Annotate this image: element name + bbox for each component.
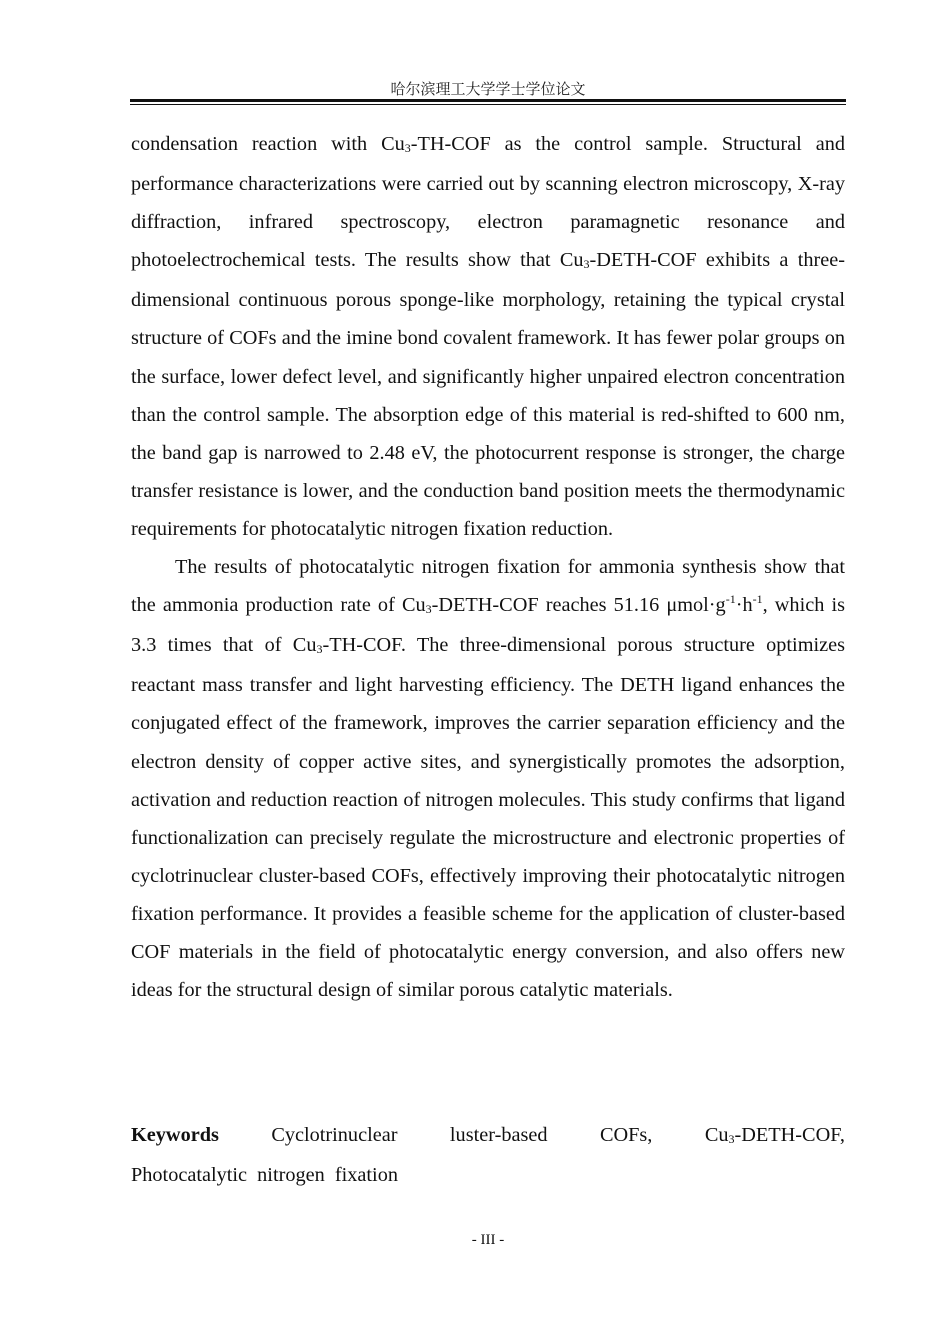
subscript: 3: [404, 141, 411, 155]
superscript: -1: [725, 592, 736, 607]
text-span: ·h: [735, 594, 753, 617]
keyword-1: Cyclotrinuclear: [271, 1124, 398, 1146]
page-header: 哈尔滨理工大学学士学位论文: [390, 80, 586, 98]
header-rule-thick: [130, 99, 846, 102]
text-span: -DETH-COF,: [734, 1124, 845, 1146]
formula-cu: Cu: [559, 249, 584, 272]
keyword-2: luster-based: [449, 1124, 548, 1146]
subscript: 3: [583, 257, 590, 272]
text-span: -TH-COF. The three-dimensional porous structure optimizes reactant mass transfer and light harvesting efficiency. The DETH ligand enhances the conjugated effect of the framework, improves the carrier separation efficiency and the electron density of copper active sites, and synergistically promotes the adsorption, activation and reduction reaction of nitrogen molecules. This study confirms that ligand functionalization can precisely regulate the microstructure and electronic properties of cyclotrinuclear cluster-based COFs, effectively improving their photocatalytic nitrogen fixation performance. It provides a feasible scheme for the application of cluster-based COF materials in the field of photocatalytic energy conversion, and also offers new ideas for the structural design of similar porous catalytic materials.: [131, 634, 846, 1002]
keywords-line-1: [131, 1116, 845, 1156]
formula-cu: Cu: [401, 594, 426, 617]
keyword-3: COFs,: [599, 1124, 653, 1146]
abstract-body: [131, 125, 845, 1009]
formula-cu: Cu: [704, 1124, 729, 1146]
formula-cu: Cu: [292, 634, 317, 657]
abstract-paragraph-2: [131, 548, 845, 1009]
text-span: , which is 3.3 times that of: [131, 594, 845, 657]
text-span: The results of photocatalytic nitrogen fixation for ammonia synthesis show that the ammonia production rate of: [131, 556, 845, 617]
abstract-paragraph-1: [131, 125, 845, 548]
header-rule-thin: [130, 104, 846, 105]
text-span: -TH-COF as the control sample. Structural and performance characterizations were carried out by scanning electron microscopy, X-ray diffraction, infrared spectroscopy, electron paramagnetic resonance and photoelectrochemical tests. The results show that: [131, 133, 845, 272]
keywords-line-2: Photocatalytic nitrogen fixation: [131, 1164, 398, 1187]
subscript: 3: [728, 1132, 735, 1146]
subscript: 3: [316, 642, 323, 657]
keywords-section: [131, 1116, 845, 1194]
text-span: -DETH-COF exhibits a three-dimensional continuous porous sponge-like morphology, retaining the typical crystal structure of COFs and the imine bond covalent framework. It has fewer polar groups on the surface, lower defect level, and significantly higher unpaired electron concentration than the control sample. The absorption edge of this material is red-shifted to 600 nm, the band gap is narrowed to 2.48 eV, the photocurrent response is stronger, the charge transfer resistance is lower, and the conduction band position meets the thermodynamic requirements for photocatalytic nitrogen fixation reduction.: [131, 249, 845, 540]
formula-cu: Cu: [381, 133, 405, 155]
page-number: - III -: [471, 1232, 505, 1248]
text-span: condensation reaction with: [131, 133, 382, 155]
keyword-4: [705, 1116, 845, 1156]
keywords-label: Keywords: [131, 1124, 219, 1146]
superscript: -1: [752, 592, 763, 607]
subscript: 3: [425, 602, 432, 617]
text-span: -DETH-COF reaches 51.16 μmol·g: [431, 594, 726, 617]
